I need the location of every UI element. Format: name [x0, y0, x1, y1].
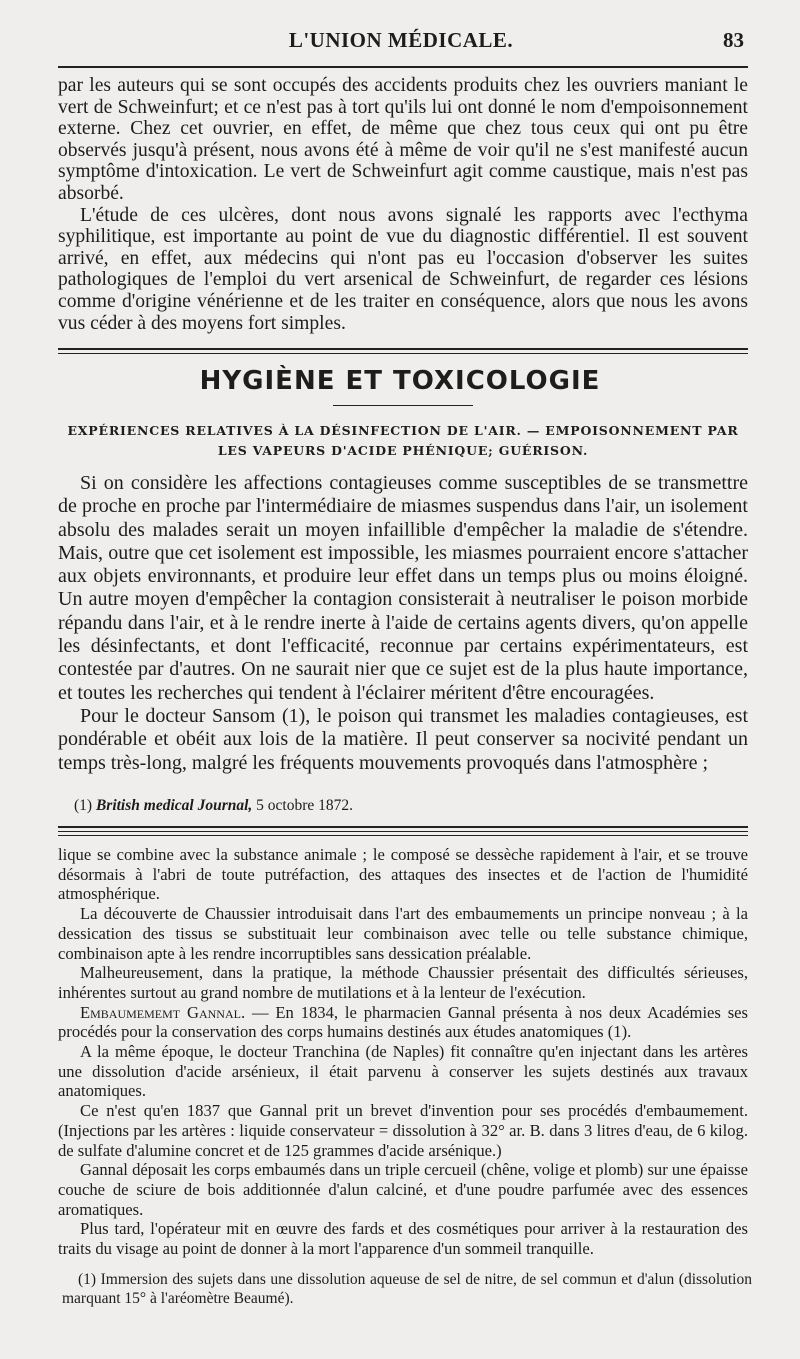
paragraph: Ce n'est qu'en 1837 que Gannal prit un brevet d'invention pour ses procédés d'embaumement. (Injections par les artères : liquide conservateur = dissolution à 32° ar. B. dans 3 litres d'eau, de 6 kilog. de sulfate d'alumine concret et de 125 grammes d'acide arsénique.): [58, 1101, 748, 1160]
paragraph: Si on considère les affections contagieuses comme susceptibles de se transmettre de proche en proche par l'intermédiaire de miasmes suspendus dans l'air, un isolement absolu des malades serait un moyen infaillible d'empêcher la maladie de s'étendre. Mais, outre que cet isolement est impossible, les miasmes pourraient encore s'attacher aux objets environnants, et produire leur effet dans un temps plus ou moins éloigné. Un autre moyen d'empêcher la contagion consisterait à neutraliser le poison morbide répandu dans l'air, et à le rendre inerte à l'aide de certains agents divers, qu'on appelle les désinfectants, et dont l'efficacité, reconnue par certains expérimentateurs, est contestée par d'autres. On ne saurait nier que ce sujet est de la plus haute importance, et toutes les recherches qui tendent à l'éclairer méritent d'être encouragées.: [58, 472, 748, 704]
footnote-number: (1): [74, 797, 93, 814]
article-title: EXPÉRIENCES RELATIVES À LA DÉSINFECTION DE L'AIR. — EMPOISONNEMENT PAR LES VAPEURS D'ACIDE PHÉNIQUE; GUÉRISON.: [67, 423, 739, 458]
running-title: L'UNION MÉDICALE.: [288, 28, 514, 52]
paragraph: La découverte de Chaussier introduisait dans l'art des embaumements un principe nonveau ; à la dessication des tissus se substituait leur combinaison avec telle ou telle substance chimique, combinaison apte à les rendre incorruptibles sans dessication préalable.: [58, 904, 748, 963]
section-rule-top: [58, 348, 748, 350]
section-label: Embaumememt Gannal.: [80, 1002, 246, 1022]
footnote-source: British medical Journal,: [95, 797, 253, 814]
header-rule: [58, 66, 748, 68]
paragraph: A la même époque, le docteur Tranchina (de Naples) fit connaître qu'en injectant dans les artères une dissolution d'acide arsénieux, il était parvenu à conserver les sujets destinés aux travaux anatomiques.: [58, 1042, 748, 1101]
feuilleton-rule-2: [58, 831, 748, 832]
paragraph: Plus tard, l'opérateur mit en œuvre des fards et des cosmétiques pour arriver à la restauration des traits du visage au point de donner à la mort l'apparence d'un sommeil tranquille.: [58, 1219, 748, 1259]
paragraph: L'étude de ces ulcères, dont nous avons signalé les rapports avec l'ecthyma syphilitique, est importante au point de vue du diagnostic différentiel. Il est souvent arrivé, en effet, aux médecins qui n'ont pas eu l'occasion d'observer les suites pathologiques de l'emploi du vert arsenical de Schweinfurt, de regarder ces lésions comme d'origine vénérienne et de les traiter en conséquence, alors que nous les avons vus céder à des moyens fort simples.: [58, 204, 748, 334]
footnote-date: 5 octobre 1872.: [256, 797, 354, 814]
section-rule-top-thin: [58, 353, 748, 354]
top-article: [58, 75, 748, 334]
paragraph-text: — En 1834, le pharmacien Gannal présenta à nos deux Académies ses procédés pour la conservation des corps humains destinés aux études anatomiques (1).: [58, 1002, 749, 1042]
paragraph: [58, 1003, 748, 1042]
feuilleton-footnote: (1) Immersion des sujets dans une dissolution aqueuse de sel de nitre, de sel commun et d'alun (dissolution marquant 15° à l'aréomètre Beaumé).: [62, 1271, 752, 1307]
section-heading: HYGIÈNE ET TOXICOLOGIE: [199, 366, 601, 396]
paragraph: par les auteurs qui se sont occupés des accidents produits chez les ouvriers maniant le vert de Schweinfurt; et ce n'est pas à tort qu'ils lui ont donné le nom d'empoisonnement externe. Chez cet ouvrier, en effet, de même que chez tous ceux qui ont pu être observés jusqu'à présent, nous avons été à même de voir qu'il ne s'est manifesté aucun symptôme d'intoxication. Le vert de Schweinfurt agit comme caustique, mais n'est pas absorbé.: [58, 75, 748, 204]
section-heading-rule: [333, 405, 473, 406]
article-footnote: [74, 797, 353, 815]
paragraph: Malheureusement, dans la pratique, la méthode Chaussier présentait des difficultés sérieuses, inhérentes surtout au grand nombre de mutilations et à la lenteur de l'exécution.: [58, 963, 748, 1002]
paragraph: Gannal déposait les corps embaumés dans un triple cercueil (chêne, volige et plomb) sur une épaisse couche de sciure de bois additionnée d'alun calciné, et d'une poudre parfumée avec des essences aromatiques.: [58, 1160, 748, 1219]
feuilleton-rule-1: [58, 826, 748, 828]
article-body: [58, 472, 748, 775]
feuilleton-rule-3: [58, 835, 748, 836]
page-number: 83: [723, 28, 744, 52]
paragraph: Pour le docteur Sansom (1), le poison qui transmet les maladies contagieuses, est pondérable et obéit aux lois de la matière. Il peut conserver sa nocivité pendant un temps très-long, malgré les fréquents mouvements provoqués dans l'atmosphère ;: [58, 704, 748, 774]
page-header: [58, 28, 744, 58]
paragraph: lique se combine avec la substance animale ; le composé se dessèche rapidement à l'air, et se trouve désormais à l'abri de toute putréfaction, des attaques des insectes et de l'action de l'humidité atmosphérique.: [58, 845, 748, 904]
feuilleton-body: [58, 845, 748, 1259]
